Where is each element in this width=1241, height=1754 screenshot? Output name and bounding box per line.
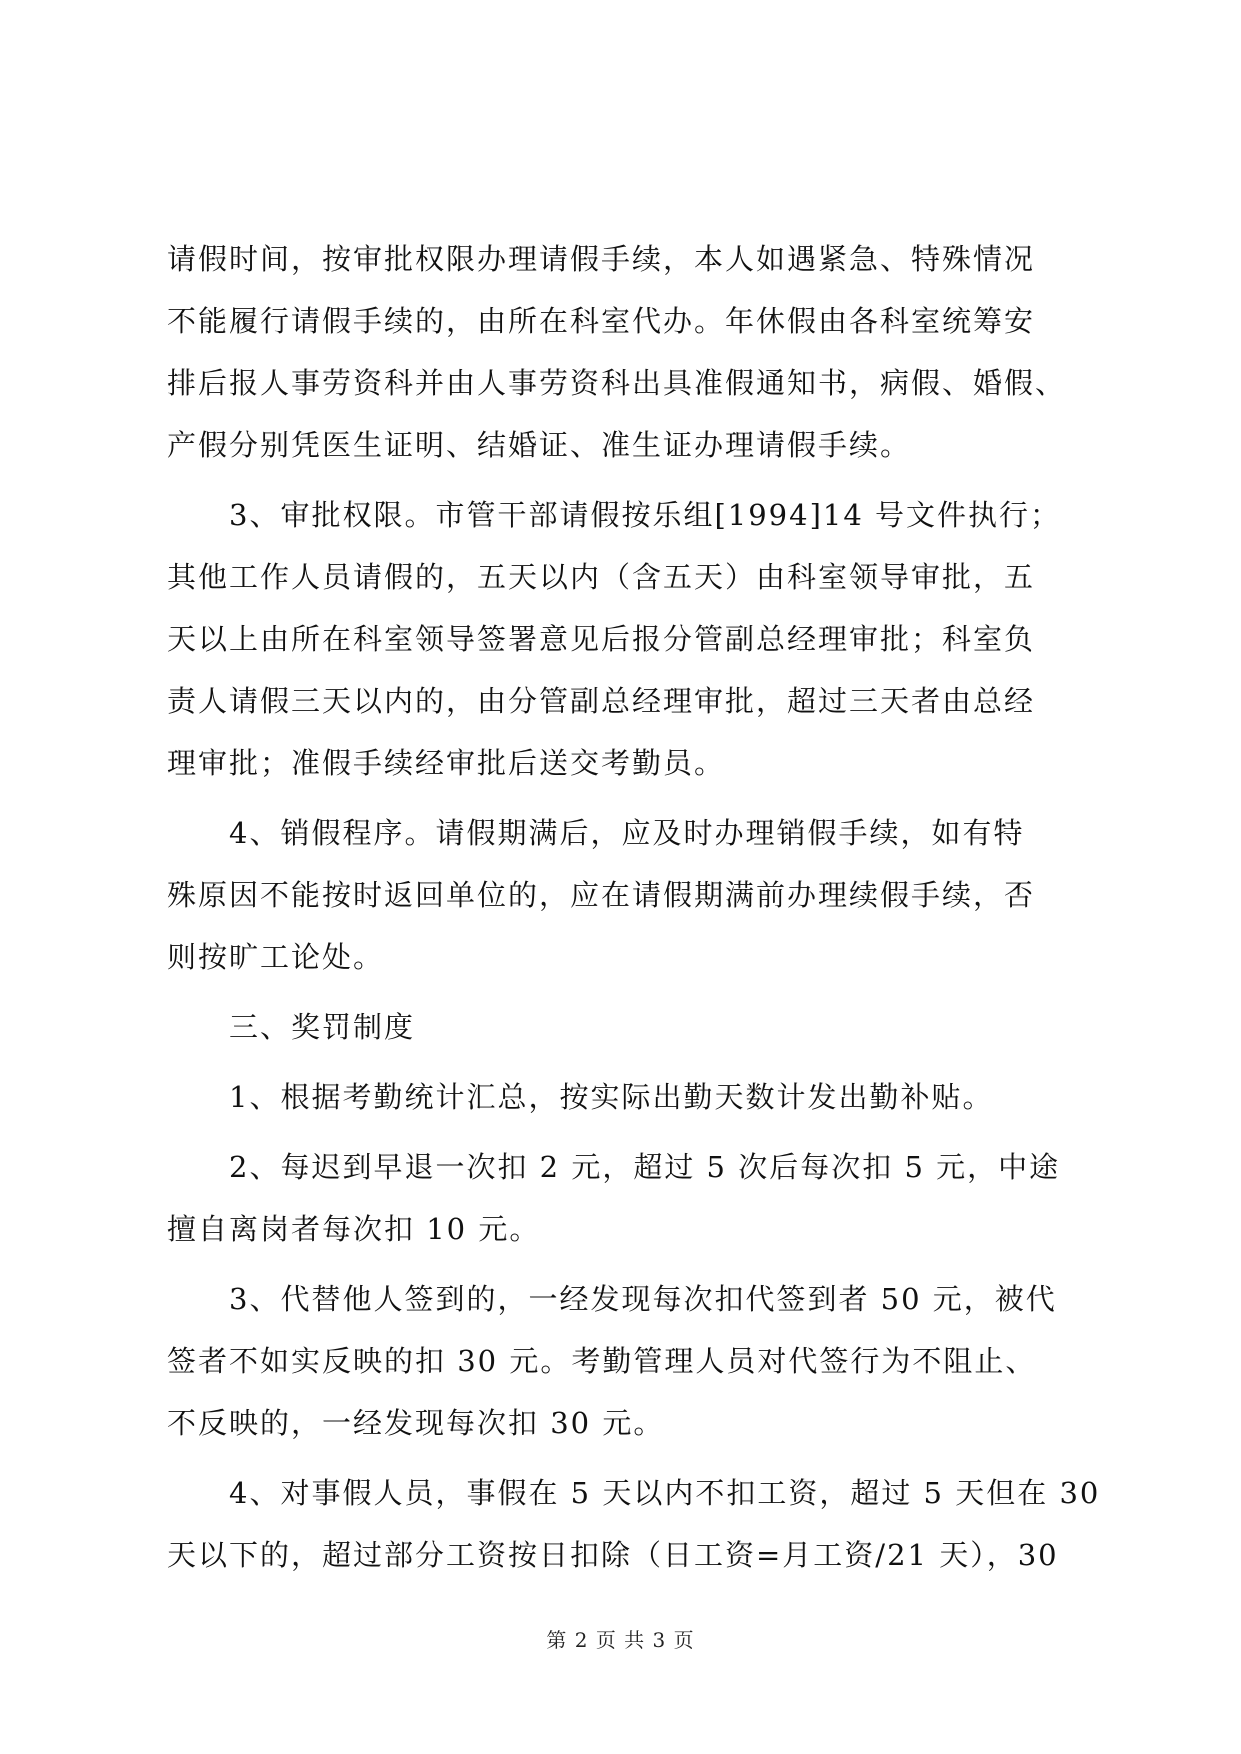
text-line: 责人请假三天以内的，由分管副总经理审批，超过三天者由总经	[167, 684, 1036, 718]
text-line: 理审批；准假手续经审批后送交考勤员。	[167, 746, 726, 780]
text-line: 天以下的，超过部分工资按日扣除（日工资=月工资/21 天），30	[167, 1538, 1059, 1572]
text-line: 排后报人事劳资科并由人事劳资科出具准假通知书，病假、婚假、	[167, 366, 1067, 400]
page-number: 第 2 页 共 3 页	[546, 1628, 695, 1652]
text-line: 殊原因不能按时返回单位的，应在请假期满前办理续假手续，否	[167, 878, 1036, 912]
text-line: 不反映的，一经发现每次扣 30 元。	[167, 1406, 665, 1440]
text-line: 1、根据考勤统计汇总，按实际出勤天数计发出勤补贴。	[229, 1080, 994, 1114]
text-line: 2、每迟到早退一次扣 2 元，超过 5 次后每次扣 5 元，中途	[229, 1150, 1061, 1184]
text-line: 签者不如实反映的扣 30 元。考勤管理人员对代签行为不阻止、	[167, 1344, 1037, 1378]
text-line: 4、对事假人员，事假在 5 天以内不扣工资，超过 5 天但在 30	[229, 1476, 1101, 1510]
text-line: 天以上由所在科室领导签署意见后报分管副总经理审批；科室负	[167, 622, 1036, 656]
text-line: 3、审批权限。市管干部请假按乐组[1994]14 号文件执行；	[229, 498, 1062, 532]
document-body	[167, 228, 1101, 1586]
text-line: 请假时间，按审批权限办理请假手续，本人如遇紧急、特殊情况	[167, 242, 1036, 276]
text-line: 其他工作人员请假的，五天以内（含五天）由科室领导审批，五	[167, 560, 1036, 594]
section-heading: 三、奖罚制度	[229, 1010, 416, 1044]
text-line: 3、代替他人签到的，一经发现每次扣代签到者 50 元，被代	[229, 1282, 1057, 1316]
text-line: 4、销假程序。请假期满后，应及时办理销假手续，如有特	[229, 816, 1025, 850]
text-line: 则按旷工论处。	[167, 940, 385, 974]
text-line: 擅自离岗者每次扣 10 元。	[167, 1212, 541, 1246]
text-line: 不能履行请假手续的，由所在科室代办。年休假由各科室统筹安	[167, 304, 1036, 338]
text-line: 产假分别凭医生证明、结婚证、准生证办理请假手续。	[167, 428, 912, 462]
